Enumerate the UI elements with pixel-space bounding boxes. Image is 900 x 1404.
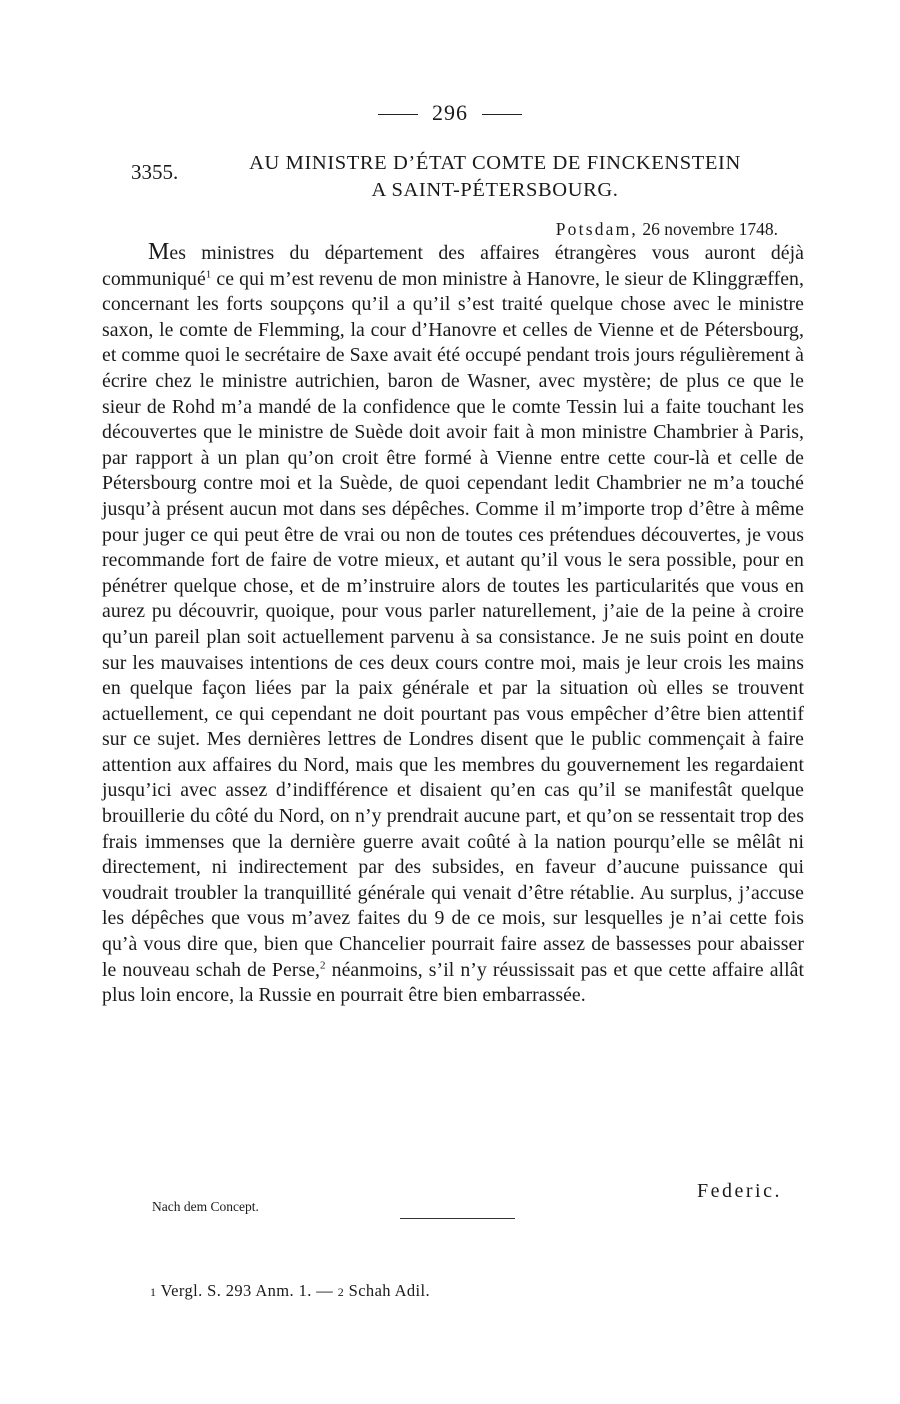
body-text-part-1: es ministres du département des affaires étrangères vous auront déjà communiqué (102, 242, 804, 290)
body-paragraph (102, 240, 804, 1009)
footnote-ref-2: 2 (320, 959, 326, 972)
footnote-mark-2: 2 (337, 1285, 345, 1299)
footnote-ref-1: 1 (205, 268, 212, 280)
dateline-date: 26 novembre 1748. (642, 219, 778, 239)
right-dash (482, 114, 522, 115)
body-text-part-2: ce qui m’est revenu de mon ministre à Hanovre, le sieur de Klinggræffen, concernant les forts soupçons qu’il a qu’il s’est traité quelque chose avec le ministre saxon, le comte de Flemming, la cour d’Hanovre et celles de Vienne et de Pétersbourg, et comme quoi le secrétaire de Saxe avait été occupé pendant trois jours régulièrement à écrire chez le ministre autrichien, baron de Wasner, avec mystère; de plus ce que le sieur de Rohd m’a mandé de la confidence que le comte Tessin lui a faite touchant les découvertes que le ministre de Suède doit avoir fait à mon ministre Chambrier à Paris, par rapport à un plan qu’on croit être formé à Vienne entre cette cour-là et celle de Pétersbourg contre moi et la Suède, de quoi cependant ledit Chambrier ne m’a touché jusqu’à présent aucun mot dans ses dépêches. Comme il m’importe trop d’être à même pour juger ce qui peut être de vrai ou non de toutes ces prétendues découvertes, je vous recommande fort de faire de votre mieux, et autant qu’il vous le sera possible, pour en pénétrer quelque chose, et de m’instruire alors de toutes les particularités que vous en aurez pu découvrir, quoique, pour vous parler naturellement, j’aie de la peine à croire qu’un pareil plan soit actuellement parvenu à sa consistance. Je ne suis point en doute sur les mauvaises intentions de ces deux cours contre moi, mais je leur crois les mains en quelque façon liées par la paix générale et par la situation où elles se trouvent actuellement, ce qui cependant ne doit pourtant pas vous empêcher d’être bien attentif sur ce sujet. Mes dernières lettres de Londres disent que le public commençait à faire attention aux affaires du Nord, mais que les membres du gouvernement les regardaient jusqu’ici avec assez d’indifférence et disaient qu’en cas qu’il se manifestât quelque brouillerie du côté du Nord, on n’y prendrait aucune part, et qu’on se ressentait trop des frais immenses que la dernière guerre avait coûté à la nation pourqu’elle se mêlât ni directement, ni indirectement par des subsides, en faveur d’aucune puissance qui voudrait troubler la tranquillité générale qui venait d’être rétablie. Au surplus, j’accuse les dépêches que vous m’avez faites du 9 de ce mois, sur lesquelles je n’ai cette fois qu’à vous dire que, bien que Chancelier pourrait faire assez de bassesses pour abaisser le nouveau schah de Perse, (102, 267, 804, 981)
heading-line-2: A SAINT-PÉTERSBOURG. (371, 179, 619, 201)
footnote-text-2: Schah Adil. (344, 1281, 431, 1300)
footnote-mark-1: 1 (150, 1285, 157, 1299)
dateline-place: Potsdam, (555, 219, 639, 239)
body-text-part-3: néanmoins, s’il n’y réussissait pas et que cette affaire allât plus loin encore, la Russie en pourrait être bien embarrassée. (102, 958, 804, 1007)
signature: Federic. (697, 1180, 782, 1202)
page-number: 296 (432, 100, 468, 125)
footnotes (150, 1281, 430, 1301)
footnote-text-1: Vergl. S. 293 Anm. 1. — (156, 1281, 338, 1300)
heading-line-1: AU MINISTRE D’ÉTAT COMTE DE FINCKENSTEIN (249, 152, 741, 174)
dateline (556, 219, 778, 240)
source-note: Nach dem Concept. (152, 1199, 259, 1214)
footnote-separator (400, 1218, 515, 1219)
letter-body (102, 240, 804, 1009)
body-initial: M (148, 239, 170, 265)
left-dash (378, 114, 418, 115)
page-number-line (0, 100, 900, 126)
letter-number: 3355. (131, 160, 179, 184)
letter-heading (200, 150, 790, 204)
